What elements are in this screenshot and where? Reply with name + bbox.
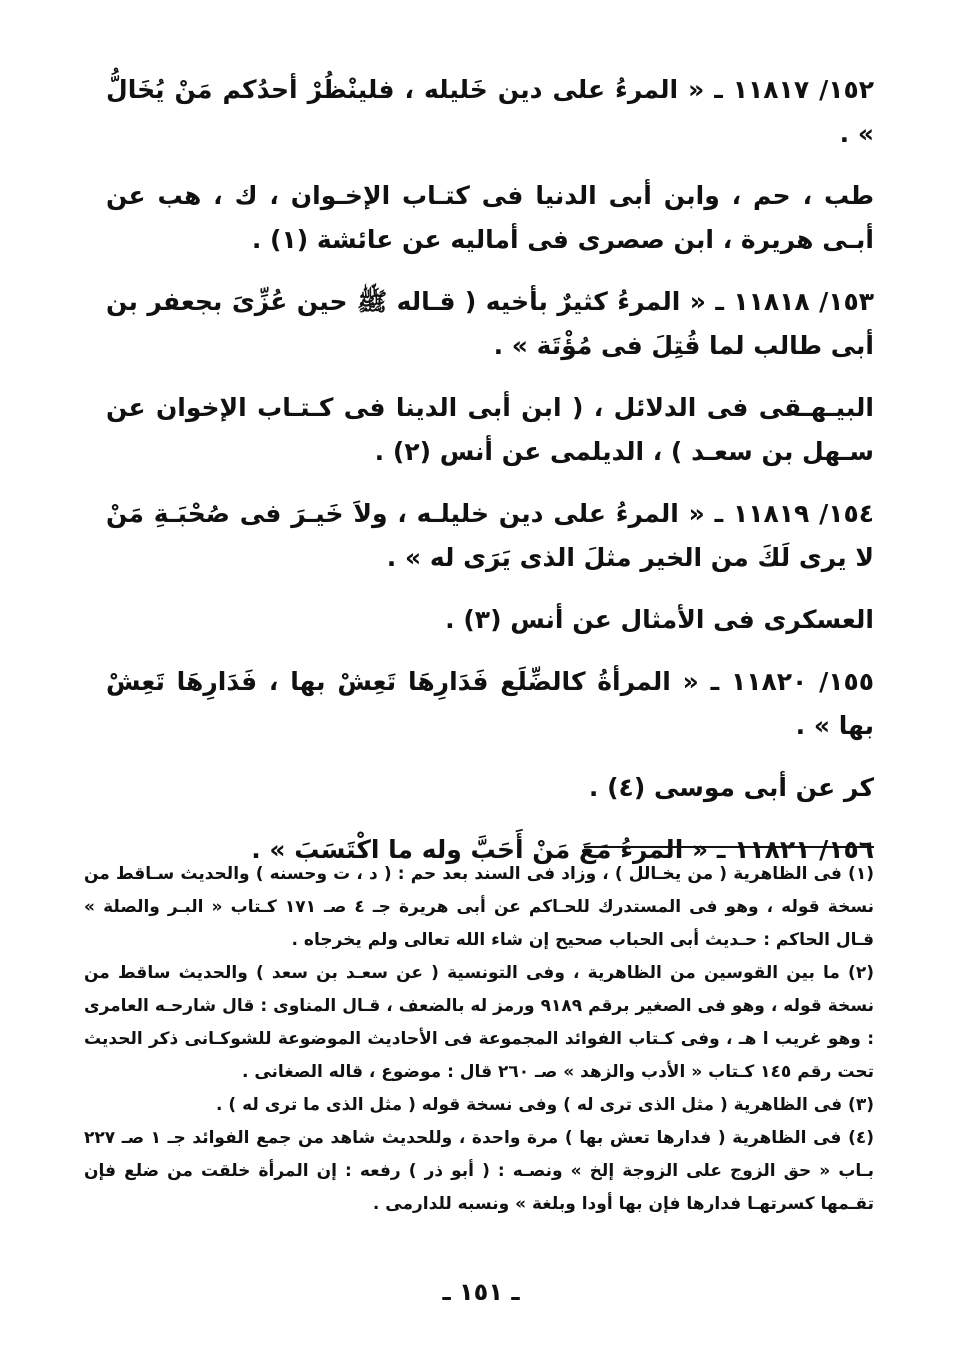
footnote-3: (٣) فى الظاهرية ( مثل الذى ترى له ) وفى نسخة قوله ( مثل الذى ما ترى له ) . (216, 1095, 874, 1115)
hadith-152: ١٥٢/ ١١٨١٧ ـ « المرءُ على دين خَليله ، فلينْظُرْ أحدُكم مَنْ يُخَالُّ » . (106, 75, 874, 148)
hadith-154: ١٥٤/ ١١٨١٩ ـ « المرءُ على دين خليلـه ، ولاَ خَيـرَ فى صُحْبَـةِ مَنْ لا يرى لَكَ من الخير مثلَ الذى يَرَى له » . (106, 499, 875, 572)
hadith-155: ١٥٥/ ١١٨٢٠ ـ « المرأةُ كالضِّلَع فَدَارِهَا تَعِشْ بها ، فَدَارِهَا تَعِشْ بها » . (106, 667, 874, 740)
main-text (106, 60, 874, 872)
source-152: طب ، حم ، وابن أبى الدنيا فى كتـاب الإخـوان ، ك ، هب عن أبـى هريرة ، ابن صصرى فى أماليه عن عائشة (١) . (106, 181, 874, 254)
footnotes (84, 846, 874, 1221)
source-155: كر عن أبى موسى (٤) . (588, 773, 874, 802)
hadith-156: ١٥٦/ ١١٨٢١ ـ « المرءُ مَعَ مَنْ أَحَبَّ وله ما اكْتَسَبَ » . (251, 835, 874, 864)
source-154: العسكرى فى الأمثال عن أنس (٣) . (445, 605, 874, 634)
hadith-153: ١٥٣/ ١١٨١٨ ـ « المرءُ كثيرٌ بأخيه ( قـاله ﷺ حين عُزِّىَ بجعفر بن أبى طالب لما قُتِلَ فى مُؤْتَة » . (106, 287, 874, 360)
source-153: البيـهـقى فى الدلائل ، ( ابن أبى الدينا فى كـتـاب الإخوان عن سـهل بن سعـد ) ، الديلمى عن أنس (٢) . (106, 393, 874, 466)
footnote-4: (٤) فى الظاهرية ( فدارها تعش بها ) مرة واحدة ، وللحديث شاهد من جمع الفوائد جـ ١ صـ ٢٢٧ بـاب « حق الزوج على الزوجة إلخ » ونصـه : ( أبو ذر ) رفعه : إن المرأة خلقت من ضلع فإن تقـمها كسرتهـا فدارها فإن بها أودا وبلغة » ونسبه للدارمى . (84, 1128, 875, 1214)
page-number: ـ ١٥١ ـ (442, 1278, 520, 1306)
footnote-2: (٢) ما بين القوسين من الظاهرية ، وفى التونسية ( عن سعـد بن سعد ) والحديث ساقط من نسخة قوله ، وهو فى الصغير برقم ٩١٨٩ ورمز له بالضعف ، قـال المناوى : قال شارحـه العامرى : وهو غريب ا هـ ، وفى كـتاب الفوائد المجموعة فى الأحاديث الموضوعة للشوكـانى ذكر الحديث تحت رقم ١٤٥ كـتاب « الأدب والزهد » صـ ٢٦٠ قال : موضوع ، قاله الصغانى . (84, 963, 874, 1082)
footnote-divider (584, 846, 874, 848)
footnote-1: (١) فى الظاهرية ( من يخـالل ) ، وزاد فى السند بعد حم : ( د ، ت وحسنه ) والحديث سـاقط من نسخة قوله ، وهو فى المستدرك للحـاكم عن أبى هريرة جـ ٤ صـ ١٧١ كـتاب « البـر والصلة » قـال الحاكم : حـديث أبى الحباب صحيح إن شاء الله تعالى ولم يخرجاه . (84, 864, 874, 950)
